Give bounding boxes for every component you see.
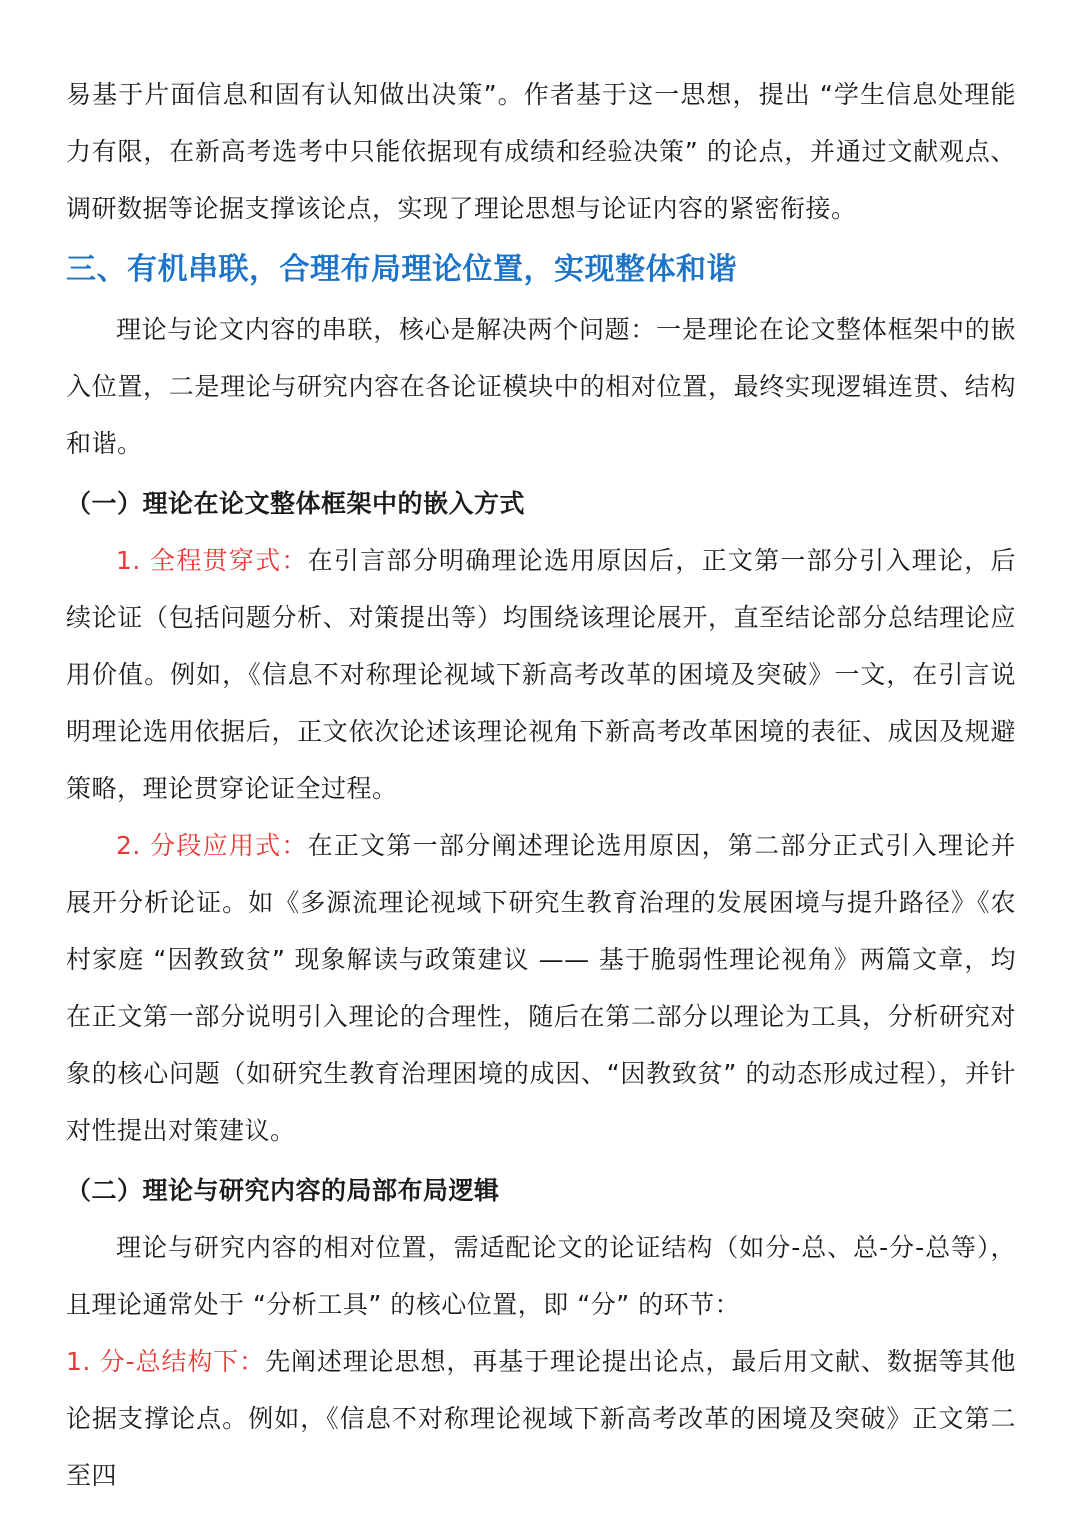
subsection-heading-1: （一）理论在论文整体框架中的嵌入方式 [66, 489, 526, 518]
list-item-full-span [66, 532, 1016, 817]
paragraph-layout-logic: 理论与研究内容的相对位置，需适配论文的论证结构（如分-总、总-分-总等），且理论通常处于 “分析工具” 的核心位置，即 “分” 的环节： [66, 1233, 1016, 1319]
item-label-full-span: 1. 全程贯穿式： [116, 546, 308, 575]
paragraph-intro: 理论与论文内容的串联，核心是解决两个问题：一是理论在论文整体框架中的嵌入位置，二是理论与研究内容在各论证模块中的相对位置，最终实现逻辑连贯、结构和谐。 [66, 315, 1016, 458]
item-text-full-span: 在引言部分明确理论选用原因后，正文第一部分引入理论，后续论证（包括问题分析、对策提出等）均围绕该理论展开，直至结论部分总结理论应用价值。例如，《信息不对称理论视域下新高考改革的困境及突破》一文，在引言说明理论选用依据后，正文依次论述该理论视角下新高考改革困境的表征、成因及规避策略，理论贯穿论证全过程。 [66, 546, 1016, 803]
section-heading-3: 三、有机串联，合理布局理论位置，实现整体和谐 [66, 252, 737, 287]
item-text-sub-total: 先阐述理论思想，再基于理论提出论点，最后用文献、数据等其他论据支撑论点。例如，《信息不对称理论视域下新高考改革的困境及突破》正文第二至四 [66, 1347, 1016, 1490]
item-label-segmented: 2. 分段应用式： [116, 831, 308, 860]
list-item-sub-total [66, 1333, 1016, 1504]
paragraph-continuation: 易基于片面信息和固有认知做出决策”。作者基于这一思想，提出 “学生信息处理能力有限，在新高考选考中只能依据现有成绩和经验决策” 的论点，并通过文献观点、调研数据等论据支撑该论点，实现了理论思想与论证内容的紧密衔接。 [66, 80, 1016, 223]
subsection-heading-2: （二）理论与研究内容的局部布局逻辑 [66, 1176, 500, 1205]
item-label-sub-total: 1. 分-总结构下： [66, 1347, 266, 1376]
item-text-segmented: 在正文第一部分阐述理论选用原因，第二部分正式引入理论并展开分析论证。如《多源流理论视域下研究生教育治理的发展困境与提升路径》《农村家庭 “因教致贫” 现象解读与政策建议 —— 基于脆弱性理论视角》两篇文章，均在正文第一部分说明引入理论的合理性，随后在第二部分以理论为工具，分析研究对象的核心问题（如研究生教育治理困境的成因、“因教致贫” 的动态形成过程），并针对性提出对策建议。 [66, 831, 1016, 1145]
list-item-segmented [66, 817, 1016, 1159]
document-page [66, 66, 1016, 1504]
